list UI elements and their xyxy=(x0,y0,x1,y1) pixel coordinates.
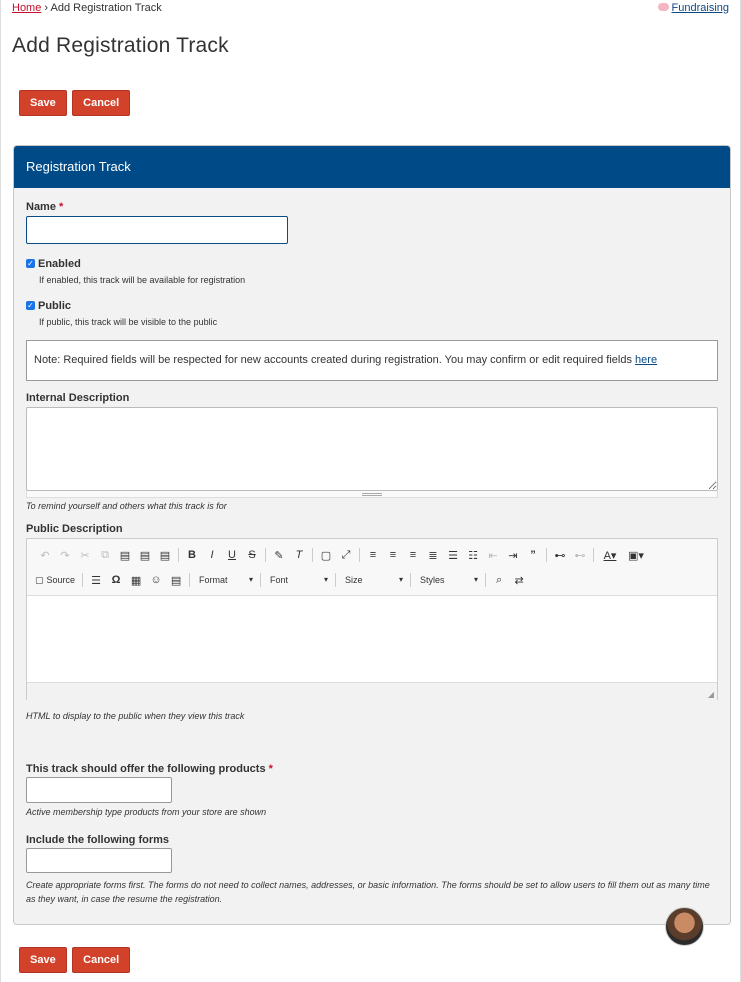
italic-icon[interactable]: I xyxy=(210,549,214,561)
bulleted-list-icon[interactable]: ☰ xyxy=(448,549,458,562)
forms-label: Include the following forms xyxy=(26,834,169,846)
source-icon: ▢ xyxy=(35,574,44,585)
remove-format-icon[interactable]: T xyxy=(295,549,303,561)
size-label: Size xyxy=(345,575,363,585)
panel-title: Registration Track xyxy=(14,146,730,188)
page-title: Add Registration Track xyxy=(12,34,229,57)
required-fields-note xyxy=(26,340,718,381)
strike-icon[interactable]: S xyxy=(248,549,256,561)
save-button[interactable]: Save xyxy=(19,90,67,116)
font-label: Font xyxy=(270,575,289,585)
maximize-icon[interactable]: ⤢ xyxy=(341,548,351,561)
breadcrumb-separator: › xyxy=(44,2,49,14)
toolbar-row-2 xyxy=(35,570,529,590)
bottom-actions xyxy=(19,947,131,973)
align-right-icon[interactable]: ≡ xyxy=(409,549,417,561)
outdent-icon[interactable]: ⇤ xyxy=(488,549,498,562)
indent-icon[interactable]: ⇥ xyxy=(508,549,518,562)
paste-icon[interactable]: ▤ xyxy=(119,549,131,562)
align-left-icon[interactable]: ≡ xyxy=(369,549,377,561)
resize-handle-icon[interactable]: ◢ xyxy=(707,690,714,699)
smiley-icon[interactable]: ☺ xyxy=(150,574,162,586)
align-center-icon[interactable]: ≡ xyxy=(389,549,397,561)
name-label-text: Name xyxy=(26,201,56,213)
chevron-down-icon: ▾ xyxy=(249,575,254,584)
toolbar-separator xyxy=(189,573,190,587)
toolbar-separator xyxy=(265,548,266,562)
internal-description-textarea[interactable] xyxy=(26,407,718,491)
products-help: Active membership type products from your store are shown xyxy=(26,807,267,817)
format-dropdown[interactable] xyxy=(193,575,257,585)
editor-toolbar xyxy=(27,539,717,596)
forms-help: Create appropriate forms first. The forms do not need to collect names, addresses, or basic information. The forms should be set to allow users to fill them out as many time as they want, in case the resume the registration. xyxy=(26,880,710,904)
blockquote-icon[interactable]: ” xyxy=(530,549,536,561)
chevron-down-icon: ▾ xyxy=(324,575,329,584)
paste-text-icon[interactable]: ▤ xyxy=(139,549,151,562)
name-label xyxy=(26,201,63,213)
enabled-label: Enabled xyxy=(38,258,81,270)
products-label-text: This track should offer the following products xyxy=(26,763,266,775)
internal-description-label: Internal Description xyxy=(26,392,130,404)
copy-icon[interactable]: ⧉ xyxy=(101,548,109,561)
underline-icon[interactable]: U xyxy=(228,549,236,561)
piggy-bank-icon xyxy=(658,3,669,11)
products-input[interactable] xyxy=(26,777,172,803)
toolbar-separator xyxy=(593,548,594,562)
toolbar-separator xyxy=(260,573,261,587)
special-char-icon[interactable]: Ω xyxy=(111,574,121,586)
chevron-down-icon: ▾ xyxy=(399,575,404,584)
grip-icon xyxy=(362,493,382,496)
fundraising-label: Fundraising xyxy=(671,2,729,14)
public-description-label: Public Description xyxy=(26,523,123,535)
numbered-list-icon[interactable]: ☷ xyxy=(468,549,478,562)
enabled-checkbox-row[interactable] xyxy=(26,258,81,270)
rich-text-editor xyxy=(26,538,718,700)
horizontal-line-icon[interactable]: ☰ xyxy=(91,574,101,587)
public-label: Public xyxy=(38,300,72,312)
editor-content-area[interactable] xyxy=(27,596,717,682)
link-icon[interactable]: ⊷ xyxy=(554,549,566,562)
cancel-button[interactable]: Cancel xyxy=(72,947,130,973)
breadcrumb-current: Add Registration Track xyxy=(50,2,162,14)
products-label xyxy=(26,763,273,775)
background-color-icon[interactable]: ▣▾ xyxy=(628,549,644,562)
textarea-resize-bar[interactable] xyxy=(26,491,718,498)
public-description-help: HTML to display to the public when they view this track xyxy=(26,711,245,721)
forms-input[interactable] xyxy=(26,848,172,873)
registration-track-panel xyxy=(13,145,731,925)
editor-status-bar xyxy=(27,682,717,700)
toolbar-separator xyxy=(546,548,547,562)
font-dropdown[interactable] xyxy=(264,575,332,585)
breadcrumb xyxy=(12,2,162,14)
save-button[interactable]: Save xyxy=(19,947,67,973)
align-justify-icon[interactable]: ≣ xyxy=(428,549,438,562)
toolbar-separator xyxy=(312,548,313,562)
source-label: Source xyxy=(46,575,76,585)
bold-icon[interactable]: B xyxy=(188,549,196,561)
toolbar-separator xyxy=(485,573,486,587)
table-icon[interactable]: ▦ xyxy=(130,574,142,587)
size-dropdown[interactable] xyxy=(339,575,407,585)
templates-icon[interactable]: ▢ xyxy=(320,549,332,562)
find-icon[interactable]: ⌕ xyxy=(495,573,503,586)
styles-label: Styles xyxy=(420,575,445,585)
enabled-checkbox[interactable]: ✓ xyxy=(27,259,34,268)
toolbar-separator xyxy=(410,573,411,587)
user-avatar[interactable] xyxy=(665,907,704,946)
internal-description-help: To remind yourself and others what this track is for xyxy=(26,501,227,511)
public-checkbox[interactable]: ✓ xyxy=(27,301,34,310)
breadcrumb-home-link[interactable]: Home xyxy=(12,2,42,14)
fundraising-link[interactable] xyxy=(658,2,729,14)
source-button[interactable] xyxy=(35,575,75,586)
name-required-mark: * xyxy=(59,201,64,213)
page-break-icon[interactable]: ▤ xyxy=(170,574,182,587)
products-required-mark: * xyxy=(268,763,273,775)
styles-dropdown[interactable] xyxy=(414,575,482,585)
public-checkbox-row[interactable] xyxy=(26,300,71,312)
toolbar-separator xyxy=(359,548,360,562)
paste-word-icon[interactable]: ▤ xyxy=(159,549,171,562)
chevron-down-icon: ▾ xyxy=(474,575,479,584)
top-actions xyxy=(19,90,131,116)
name-input[interactable] xyxy=(26,216,288,244)
toolbar-separator xyxy=(82,573,83,587)
format-label: Format xyxy=(199,575,228,585)
note-here-link[interactable]: here xyxy=(635,354,658,366)
redo-icon[interactable]: ↷ xyxy=(60,549,70,562)
cancel-button[interactable]: Cancel xyxy=(72,90,130,116)
enabled-help: If enabled, this track will be available for registration xyxy=(39,275,246,285)
note-text: Note: Required fields will be respected for new accounts created during registration. You may confirm or edit required fields xyxy=(34,354,632,366)
toolbar-separator xyxy=(335,573,336,587)
toolbar-row-1 xyxy=(35,545,649,565)
top-bar xyxy=(12,2,729,16)
replace-icon[interactable]: ⇄ xyxy=(514,574,524,587)
toolbar-separator xyxy=(178,548,179,562)
unlink-icon[interactable]: ⊷ xyxy=(574,549,586,562)
format-painter-icon[interactable]: ✎ xyxy=(274,549,284,562)
undo-icon[interactable]: ↶ xyxy=(40,549,50,562)
public-help: If public, this track will be visible to the public xyxy=(39,317,218,327)
cut-icon[interactable]: ✂ xyxy=(80,549,90,562)
text-color-icon[interactable]: A▾ xyxy=(603,549,617,562)
